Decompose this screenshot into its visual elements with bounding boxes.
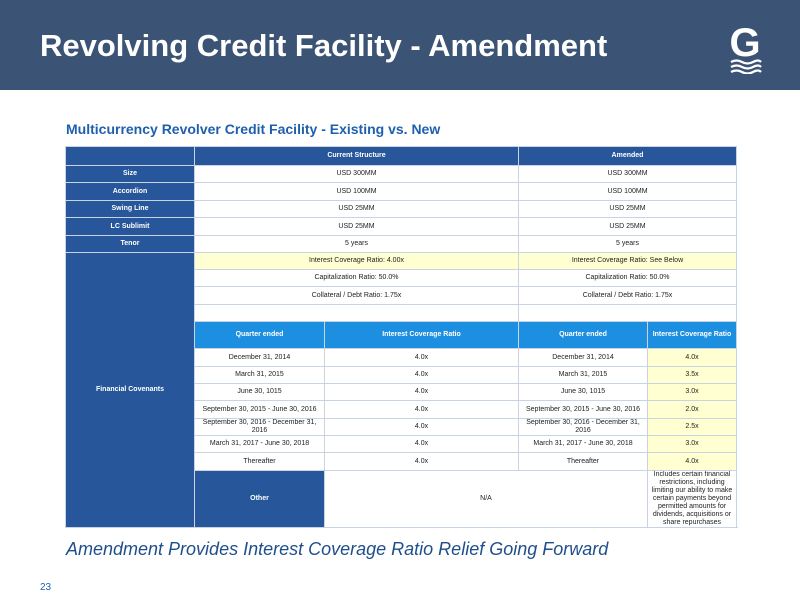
spacer-cell	[195, 305, 519, 322]
cell-ratio-amended: 3.0x	[648, 436, 737, 453]
cell-other-amended: Includes certain financial restrictions, including limiting our ability to make certain payments beyond permitted amounts for dividends, acquisitions or share repurchases	[648, 471, 737, 528]
cell-quarter: Thereafter	[195, 453, 325, 471]
cell-quarter: June 30, 1015	[195, 384, 325, 401]
spacer-cell	[519, 305, 737, 322]
cell-quarter: September 30, 2016 - December 31, 2016	[195, 419, 325, 436]
cell-amended: 5 years	[519, 236, 737, 253]
cell-ratio-amended: 2.5x	[648, 419, 737, 436]
table-row	[66, 218, 737, 236]
cell-amended: USD 25MM	[519, 218, 737, 236]
slide-header	[0, 0, 800, 90]
cell-current: USD 300MM	[195, 166, 519, 183]
table-row	[66, 236, 737, 253]
cell-coll-current: Collateral / Debt Ratio: 1.75x	[195, 287, 519, 305]
col-header-amended: Amended	[519, 147, 737, 166]
cell-current: 5 years	[195, 236, 519, 253]
table-row	[66, 201, 737, 218]
cell-quarter: December 31, 2014	[195, 349, 325, 367]
table-header-row	[66, 147, 737, 166]
table-row	[66, 166, 737, 183]
cell-quarter: March 31, 2017 - June 30, 2018	[195, 436, 325, 453]
cell-current: USD 25MM	[195, 218, 519, 236]
section-subtitle: Multicurrency Revolver Credit Facility - Existing vs. New	[66, 121, 441, 137]
cell-ratio: 4.0x	[325, 384, 519, 401]
cell-cap-current: Capitalization Ratio: 50.0%	[195, 270, 519, 287]
row-label-lc-sublimit: LC Sublimit	[66, 218, 195, 236]
corner-cell	[66, 147, 195, 166]
cell-ratio-amended: 3.0x	[648, 384, 737, 401]
cell-quarter: June 30, 1015	[519, 384, 648, 401]
cell-ratio: 4.0x	[325, 349, 519, 367]
cell-ratio-amended: 4.0x	[648, 349, 737, 367]
cell-ratio: 4.0x	[325, 436, 519, 453]
cell-amended: USD 25MM	[519, 201, 737, 218]
cell-amended: USD 100MM	[519, 183, 737, 201]
credit-facility-table	[65, 146, 737, 528]
row-label-swing-line: Swing Line	[66, 201, 195, 218]
cell-ratio: 4.0x	[325, 367, 519, 384]
row-label-tenor: Tenor	[66, 236, 195, 253]
cell-icr-current: Interest Coverage Ratio: 4.00x	[195, 253, 519, 270]
tagline: Amendment Provides Interest Coverage Ratio Relief Going Forward	[66, 539, 609, 559]
cell-quarter: March 31, 2015	[519, 367, 648, 384]
cell-icr-amended: Interest Coverage Ratio: See Below	[519, 253, 737, 270]
cell-amended: USD 300MM	[519, 166, 737, 183]
row-label-size: Size	[66, 166, 195, 183]
cell-other-current: N/A	[325, 471, 648, 528]
cell-ratio: 4.0x	[325, 453, 519, 471]
cell-quarter: September 30, 2015 - June 30, 2016	[519, 401, 648, 419]
cell-quarter: September 30, 2015 - June 30, 2016	[195, 401, 325, 419]
sub-header-icr-amended: Interest Coverage Ratio	[648, 322, 737, 349]
logo-letter: G	[729, 22, 761, 65]
cell-current: USD 25MM	[195, 201, 519, 218]
row-label-financial-covenants: Financial Covenants	[66, 253, 195, 528]
cell-ratio: 4.0x	[325, 401, 519, 419]
cell-ratio-amended: 2.0x	[648, 401, 737, 419]
row-label-accordion: Accordion	[66, 183, 195, 201]
row-label-other: Other	[195, 471, 325, 528]
cell-current: USD 100MM	[195, 183, 519, 201]
table-row	[66, 253, 737, 270]
cell-quarter: September 30, 2016 - December 31, 2016	[519, 419, 648, 436]
cell-ratio-amended: 4.0x	[648, 453, 737, 471]
col-header-current: Current Structure	[195, 147, 519, 166]
cell-cap-amended: Capitalization Ratio: 50.0%	[519, 270, 737, 287]
company-logo-icon	[728, 22, 762, 74]
cell-quarter: Thereafter	[519, 453, 648, 471]
cell-ratio: 4.0x	[325, 419, 519, 436]
cell-ratio-amended: 3.5x	[648, 367, 737, 384]
sub-header-quarter-current: Quarter ended	[195, 322, 325, 349]
cell-quarter: March 31, 2017 - June 30, 2018	[519, 436, 648, 453]
cell-coll-amended: Collateral / Debt Ratio: 1.75x	[519, 287, 737, 305]
cell-quarter: March 31, 2015	[195, 367, 325, 384]
page-title: Revolving Credit Facility - Amendment	[40, 28, 608, 63]
cell-quarter: December 31, 2014	[519, 349, 648, 367]
page-number: 23	[40, 582, 52, 593]
sub-header-icr-current: Interest Coverage Ratio	[325, 322, 519, 349]
table-row	[66, 183, 737, 201]
sub-header-quarter-amended: Quarter ended	[519, 322, 648, 349]
